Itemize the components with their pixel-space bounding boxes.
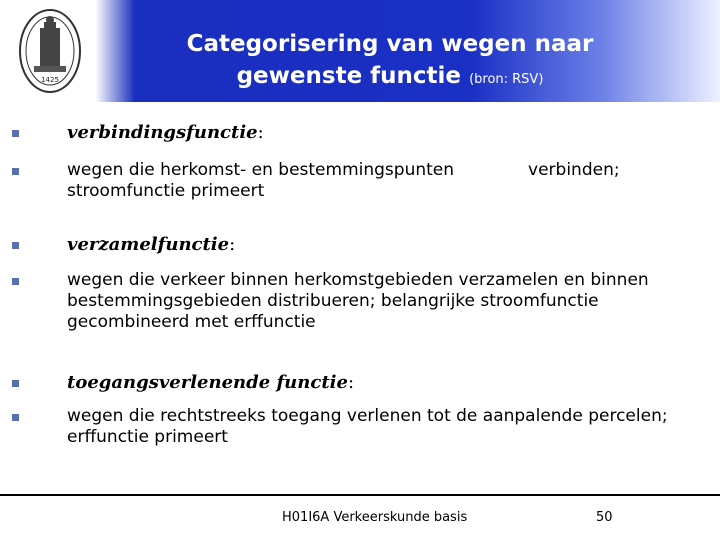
list-item [12, 372, 354, 393]
item-heading-toegangsverlenende-functie: toegangsverlenende functie: [67, 372, 355, 393]
footer-course: H01I6A Verkeerskunde basis [282, 510, 468, 525]
bullet-icon [12, 168, 19, 175]
bullet-icon [12, 130, 19, 137]
seal-year-text: 1425 [41, 76, 59, 84]
list-item [12, 160, 620, 202]
item-text: wegen die herkomst- en bestemmingspunten verbinden; stroomfunctie primeert [67, 160, 620, 201]
page-number: 50 [596, 510, 613, 525]
bullet-icon [12, 414, 19, 421]
item-text: wegen die rechtstreeks toegang verlenen tot de aanpalende percelen; erffunctie primeert [67, 406, 668, 447]
title-line-2 [100, 60, 680, 96]
item-heading-verzamelfunctie: verzamelfunctie: [67, 234, 236, 255]
item-text: wegen die verkeer binnen herkomstgebieden verzamelen en binnen bestemmingsgebieden distribueren; belangrijke stroomfunctie gecombineerd met erffunctie [67, 270, 649, 332]
list-item [12, 270, 649, 333]
list-item [12, 234, 235, 255]
title-line-1: Categorisering van wegen naar [186, 31, 594, 57]
slide-header [0, 0, 720, 102]
list-item [12, 406, 668, 448]
slide-title [100, 28, 680, 96]
university-seal-icon [18, 8, 82, 94]
item-heading-verbindingsfunctie: verbindingsfunctie: [67, 122, 264, 143]
footer-divider [0, 494, 720, 496]
title-main: gewenste functie [236, 63, 462, 89]
bullet-icon [12, 278, 19, 285]
bullet-icon [12, 242, 19, 249]
title-source: (bron: RSV) [469, 72, 544, 87]
bullet-icon [12, 380, 19, 387]
list-item [12, 122, 264, 143]
